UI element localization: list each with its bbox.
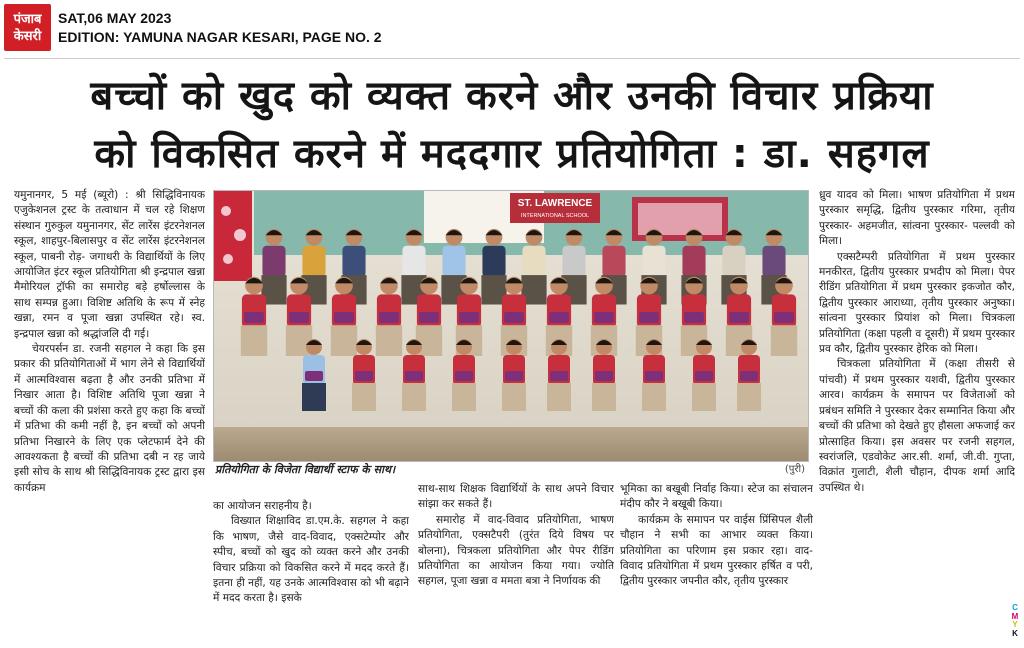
banner-text: ST. LAWRENCE bbox=[517, 198, 593, 209]
article-column-5 bbox=[819, 188, 1018, 630]
logo-line-1: पंजाब bbox=[13, 11, 42, 27]
paragraph: का आयोजन सराहनीय है। bbox=[213, 500, 312, 512]
logo-line-2: केसरी bbox=[13, 28, 42, 44]
publication-date: SAT,06 MAY 2023 bbox=[58, 10, 172, 26]
newspaper-logo bbox=[4, 4, 51, 51]
edition-name: EDITION: YAMUNA NAGAR KESARI, PAGE NO. 2 bbox=[58, 29, 382, 45]
paragraph: यमुनानगर, 5 मई (ब्यूरो) : श्री सिद्धिविनायक एजुकेशनल ट्रस्ट के तत्वाधान में चल रहे शिक्षण संस्थान गुरुकुल यमुनानगर, सेंट लारेंस इंटरनेशनल स्कूल, शाहपुर-बिलासपुर व सेंट लारेंस इंटरनेशनल स्कूल, पाबनी रोड़- जगाधरी के विद्यार्थियों के लिए आयोजित इंटर स्कूल प्रतियोगिता श्री इन्द्रपाल खन्ना मैमोरियल ट्रॉफी का समारोह बड़े हर्षोल्लास के साथ सम्पन्न हुआ। विशिष्ट अतिथि के रूप में स्नेह खन्ना, रमन व पूजा खन्ना उपस्थित रहे। स्व. इन्द्रपाल खन्ना को श्रद्धांजलि दी गई। bbox=[14, 189, 205, 340]
banner-subtext: INTERNATIONAL SCHOOL bbox=[520, 213, 590, 219]
paragraph: समारोह में वाद-विवाद प्रतियोगिता, भाषण प्रतियोगिता, एक्सटैपरी (तुरंत दिये विषय पर बोलना), चित्रकला प्रतियोगिता और पेपर रीडिंग प्रतियोगिता का आयोजन किया गया। ज्योति सहगल, पूजा खन्ना व ममता बत्रा ने निर्णायक की bbox=[418, 513, 614, 588]
photo-caption-bar bbox=[213, 462, 809, 478]
paragraph: चित्रकला प्रतियोगिता में (कक्षा तीसरी से पांचवी) में प्रथम पुरस्कार यशवी, द्वितीय पुरस्कार आरव। कार्यक्रम के समापन पर विजेताओं को प्रबंधन समिति ने पुरस्कार देकर सम्मानित किया और बच्चों की प्रतिभा को देखते हुए हौसला अफजाई कर प्रोत्साहित किया। इस अवसर पर रजनी सहगल, स्वरांजलि, एडवोकेट आर.सी. शर्मा, जी.वी. गुप्ता, विक्रांत गुलाटी, शैली चौहान, दीपक शर्मा आदि उपस्थित थे। bbox=[819, 358, 1015, 494]
edition-info bbox=[58, 9, 382, 47]
photo-caption: प्रतियोगिता के विजेता विद्यार्थी स्टाफ के साथ। bbox=[215, 463, 396, 476]
article-column-2 bbox=[213, 499, 409, 634]
paragraph: साथ-साथ शिक्षक विद्यार्थियों के साथ अपने विचार सांझा कर सकते हैं। bbox=[418, 483, 614, 511]
print-mark-k: K bbox=[1012, 628, 1018, 638]
cmyk-print-marks bbox=[1008, 604, 1022, 638]
article-column-1 bbox=[14, 188, 205, 630]
article-column-4 bbox=[620, 482, 813, 634]
paragraph: विख्यात शिक्षाविद डा.एम.के. सहगल ने कहा कि भाषण, जैसे वाद-विवाद, एक्सटेम्पोर और स्पीच, बच्चों को खुद को व्यक्त करने और उनकी विचार प्रक्रिया को विकसित करने में मदद करते हैं। इतना ही नहीं, यह उनके आत्मविश्वास को भी बढ़ाने में मदद करता है। इसके bbox=[213, 515, 409, 605]
paragraph: भूमिका का बखूबी निर्वाह किया। स्टेज का संचालन मंदीप कौर ने बखूबी किया। bbox=[620, 483, 813, 511]
headline-line-1: बच्चों को खुद को व्यक्त करने और उनकी विचार प्रक्रिया bbox=[90, 73, 934, 119]
red-decor-panel bbox=[214, 191, 252, 281]
paragraph: चेयरपर्सन डा. रजनी सहगल ने कहा कि इस प्रकार की प्रतियोगिताओं में भाग लेने से विद्यार्थियों में आत्मविश्वास बढ़ता है और उनकी प्रतिभा में निखार आता है। विशिष्ट अतिथि पूजा खन्ना ने बच्चों की कला की प्रशंसा करते हुए कहा कि बच्चों में प्रतिभा की कमी नहीं है, इन बच्चों को अपनी प्रतिभा निखारने के लिए एक प्लेटफार्म देने की आवश्यकता है बच्चों की प्रतिभा दबी न रह जाये इसी सोच के साथ श्री सिद्धिविनायक ट्रस्ट द्वारा इस कार्यक्रम bbox=[14, 343, 205, 494]
print-mark-m: M bbox=[1011, 611, 1019, 621]
headline-line-2: को विकसित करने में मददगार प्रतियोगिता : डा. सहगल bbox=[94, 131, 930, 177]
print-mark-y: Y bbox=[1012, 620, 1018, 629]
print-mark-c: C bbox=[1012, 603, 1018, 612]
masthead bbox=[0, 0, 1024, 56]
masthead-divider bbox=[4, 58, 1020, 59]
photo-credit: (पुरी) bbox=[784, 464, 805, 475]
article-column-3 bbox=[418, 482, 614, 634]
group-photo bbox=[213, 190, 809, 462]
paragraph: कार्यक्रम के समापन पर वाईस प्रिंसिपल शैली चौहान ने सभी का आभार व्यक्त किया। प्रतियोगिता का परिणाम इस प्रकार रहा। वाद-विवाद प्रतियोगिता में प्रथम पुरस्कार हर्षित व परी, द्वितीय पुरस्कार जपनीत कौर, तृतीय पुरस्कार bbox=[620, 513, 813, 588]
paragraph: ध्रुव यादव को मिला। भाषण प्रतियोगिता में प्रथम पुरस्कार समृद्धि, द्वितीय पुरस्कार गरिमा, तृतीय पुरस्कार- अहमजीत, सांत्वना पुरस्कार- पल्लवी को मिला। bbox=[819, 189, 1015, 248]
group-photo-illustration bbox=[214, 191, 809, 462]
paragraph: एक्सटैम्परी प्रतियोगिता में प्रथम पुरस्कार मनकीरत, द्वितीय पुरस्कार प्रभदीप को मिला। पेपर रीडिंग प्रतियोगिता में प्रथम पुरस्कार इकजोत कौर, द्वितीय पुरस्कार आराध्या, तृतीय पुरस्कार अनुष्का। सांत्वना पुरस्कार प्रियांश को मिला। चित्रकला प्रतियोगिता (कक्षा पहली व दूसरी) में प्रथम पुरस्कार प्रव कौर, द्वितीय पुरस्कार हेरिक को मिला। bbox=[819, 250, 1015, 356]
